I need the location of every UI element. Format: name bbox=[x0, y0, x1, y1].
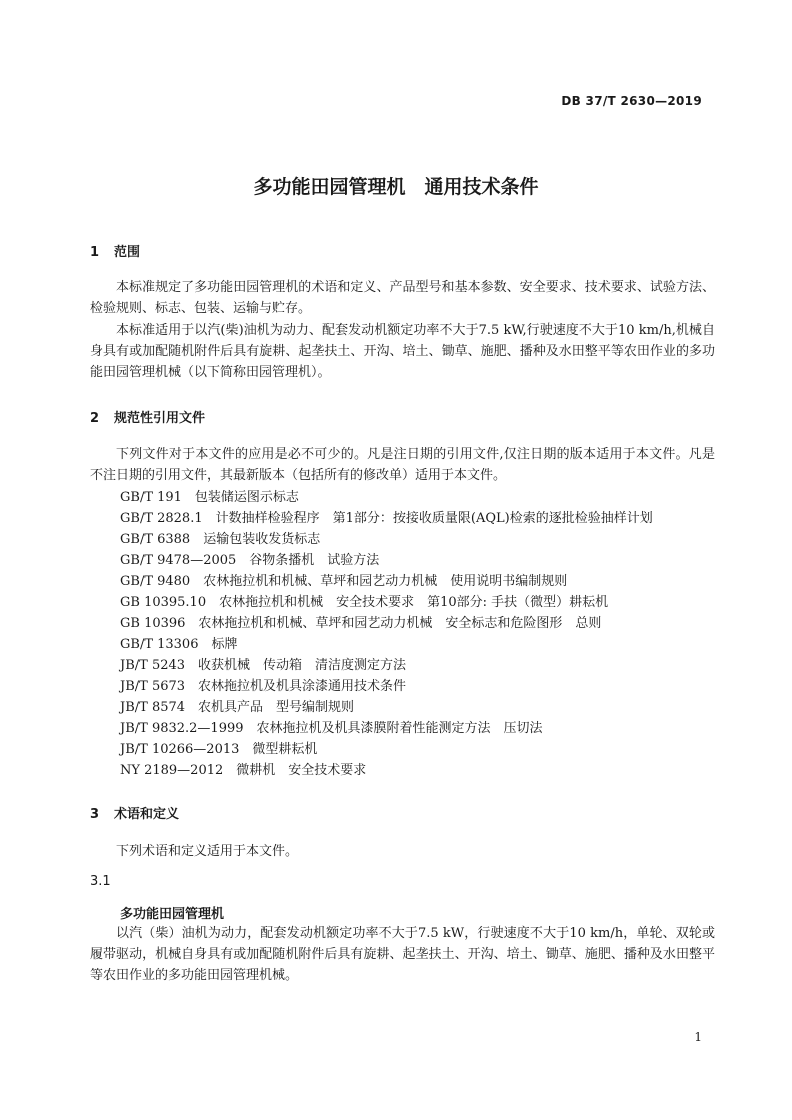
section-3-heading bbox=[90, 803, 179, 822]
reference-item: NY 2189—2012 微耕机 安全技术要求 bbox=[120, 763, 367, 778]
section-title: 规范性引用文件 bbox=[114, 411, 206, 426]
section-title: 术语和定义 bbox=[114, 807, 180, 822]
standard-code: DB 37/T 2630—2019 bbox=[561, 94, 702, 108]
section-1-heading bbox=[90, 241, 140, 260]
reference-item: GB/T 13306 标牌 bbox=[120, 637, 238, 652]
term-definition: 以汽（柴）油机为动力，配套发动机额定功率不大于7.5 kW，行驶速度不大于10 km/h，单轮、双轮或履带驱动，机械自身具有或加配随机附件后具有旋耕、起垄扶土、开沟、培土、锄草、施肥、播种及水田整平等农田作业的多功能田园管理机械。 bbox=[90, 926, 715, 983]
reference-item: GB/T 9478—2005 谷物条播机 试验方法 bbox=[120, 553, 380, 568]
normative-references-intro: 下列文件对于本文件的应用是必不可少的。凡是注日期的引用文件,仅注日期的版本适用于本文件。凡是不注日期的引用文件，其最新版本（包括所有的修改单）适用于本文件。 bbox=[90, 447, 715, 483]
reference-item: JB/T 9832.2—1999 农林拖拉机及机具漆膜附着性能测定方法 压切法 bbox=[120, 721, 543, 736]
reference-item: GB 10395.10 农林拖拉机和机械 安全技术要求 第10部分: 手扶（微型）耕耘机 bbox=[120, 595, 609, 610]
section-title: 范围 bbox=[114, 245, 141, 260]
term-number: 3.1 bbox=[90, 874, 111, 889]
reference-item: GB/T 6388 运输包装收发货标志 bbox=[120, 532, 321, 547]
reference-item: GB 10396 农林拖拉机和机械、草坪和园艺动力机械 安全标志和危险图形 总则 bbox=[120, 616, 602, 631]
reference-item: GB/T 2828.1 计数抽样检验程序 第1部分：按接收质量限(AQL)检索的逐批检验抽样计划 bbox=[120, 511, 653, 526]
reference-item: GB/T 191 包装储运图示标志 bbox=[120, 490, 299, 505]
reference-item: JB/T 5673 农林拖拉机及机具涂漆通用技术条件 bbox=[120, 679, 407, 694]
section-number: 1 bbox=[90, 245, 100, 260]
scope-paragraph-2: 本标准适用于以汽(柴)油机为动力、配套发动机额定功率不大于7.5 kW,行驶速度不大于10 km/h,机械自身具有或加配随机附件后具有旋耕、起垄扶土、开沟、培土、锄草、施肥、播种及水田整平等农田作业的多功能田园管理机械（以下简称田园管理机）。 bbox=[90, 323, 715, 380]
section-number: 2 bbox=[90, 411, 100, 426]
section-2-heading bbox=[90, 407, 205, 426]
reference-list bbox=[120, 487, 653, 781]
section-number: 3 bbox=[90, 807, 100, 822]
reference-item: JB/T 8574 农机具产品 型号编制规则 bbox=[120, 700, 355, 715]
reference-item: JB/T 5243 收获机械 传动箱 清洁度测定方法 bbox=[120, 658, 407, 673]
reference-item: GB/T 9480 农林拖拉机和机械、草坪和园艺动力机械 使用说明书编制规则 bbox=[120, 574, 568, 589]
term-name: 多功能田园管理机 bbox=[120, 907, 225, 922]
page-number: 1 bbox=[694, 1030, 702, 1044]
reference-item: JB/T 10266—2013 微型耕耘机 bbox=[120, 742, 318, 757]
document-title: 多功能田园管理机 通用技术条件 bbox=[253, 176, 539, 198]
terms-intro: 下列术语和定义适用于本文件。 bbox=[116, 844, 299, 859]
scope-paragraph-1: 本标准规定了多功能田园管理机的术语和定义、产品型号和基本参数、安全要求、技术要求、试验方法、检验规则、标志、包装、运输与贮存。 bbox=[90, 280, 715, 316]
